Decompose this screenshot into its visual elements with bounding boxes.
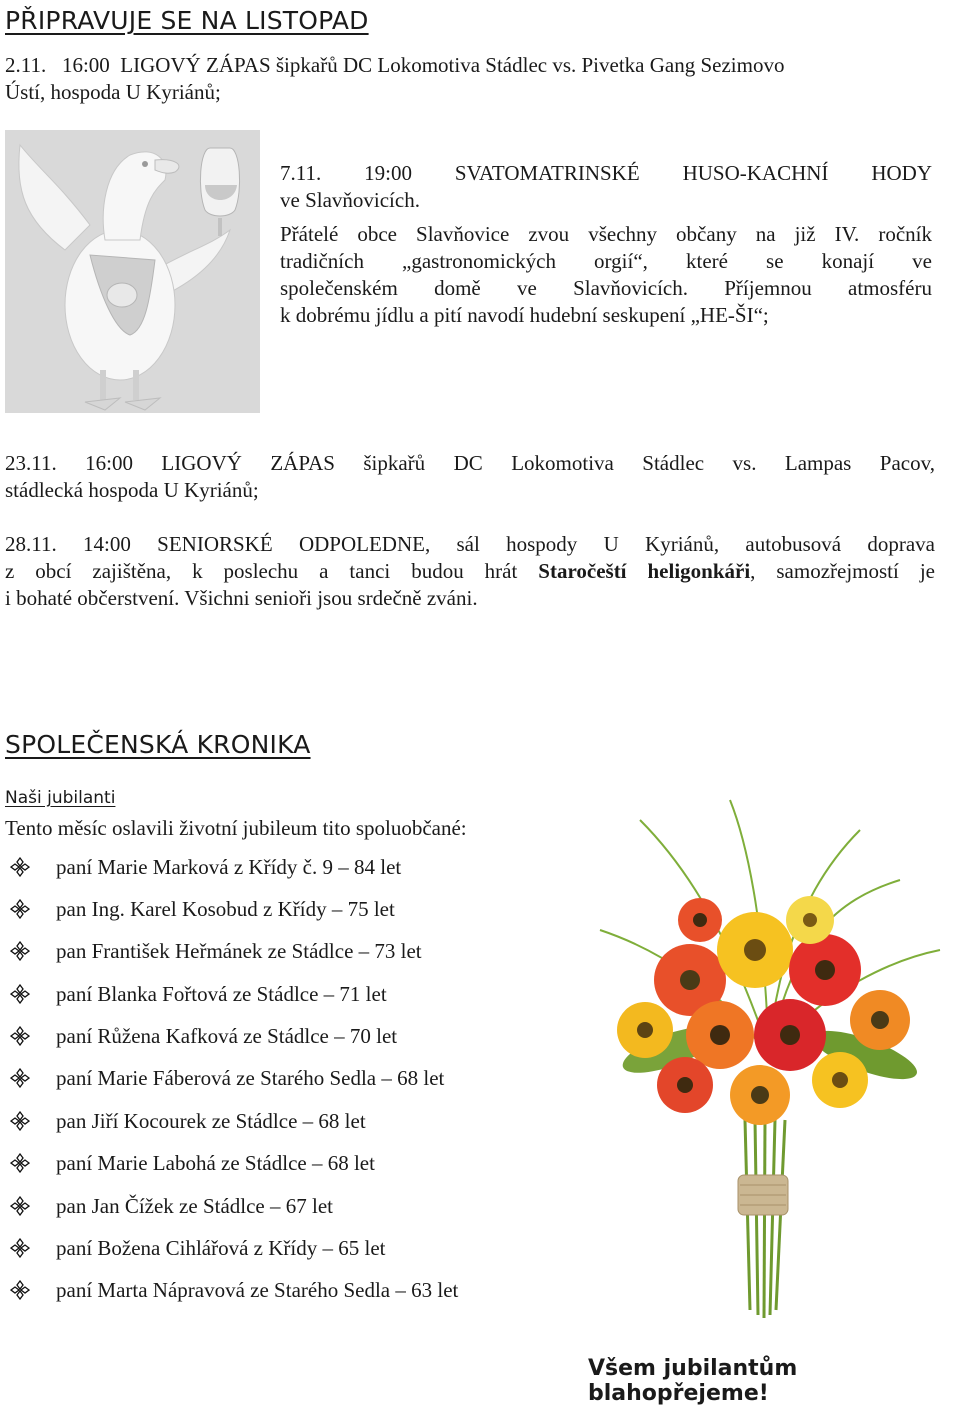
four-diamond-bullet-icon [10, 857, 30, 877]
list-item: pan František Heřmánek ze Stádlce – 73 let [10, 936, 422, 966]
flower-bouquet-image [580, 790, 955, 1350]
goose-with-wine-glass-icon [5, 130, 260, 413]
section-heading-chronicle: SPOLEČENSKÁ KRONIKA [5, 730, 311, 759]
four-diamond-bullet-icon [10, 941, 30, 961]
list-item: paní Marta Nápravová ze Starého Sedla – 63 let [10, 1275, 458, 1305]
list-item: pan Jiří Kocourek ze Stádlce – 68 let [10, 1106, 366, 1136]
event-line: i bohaté občerstvení. Všichni senioři jsou srdečně zváni. [5, 586, 478, 610]
four-diamond-bullet-icon [10, 1238, 30, 1258]
event-line: 28.11. 14:00 SENIORSKÉ ODPOLEDNE, sál hospody U Kyriánů, autobusová doprava [5, 532, 935, 556]
flower-bouquet-icon [580, 790, 955, 1350]
four-diamond-bullet-icon [10, 1026, 30, 1046]
list-item: paní Růžena Kafková ze Stádlce – 70 let [10, 1021, 397, 1051]
four-diamond-bullet-icon [10, 1153, 30, 1173]
event-line: společenském domě ve Slavňovicích. Příjemnou atmosféru [280, 276, 932, 300]
event-goose-feast [280, 160, 932, 329]
event-senior-afternoon [5, 531, 935, 612]
goose-illustration [5, 130, 260, 413]
list-item: paní Marie Fáberová ze Starého Sedla – 68 let [10, 1063, 444, 1093]
event-darts-match-1 [5, 52, 935, 106]
event-line: 2.11. 16:00 LIGOVÝ ZÁPAS šipkařů DC Lokomotiva Stádlec vs. Pivetka Gang Sezimovo [5, 53, 785, 77]
four-diamond-bullet-icon [10, 1111, 30, 1131]
four-diamond-bullet-icon [10, 1068, 30, 1088]
four-diamond-bullet-icon [10, 984, 30, 1004]
section-heading-november: PŘIPRAVUJE SE NA LISTOPAD [5, 6, 369, 35]
event-line: 23.11. 16:00 LIGOVÝ ZÁPAS šipkařů DC Lokomotiva Stádlec vs. Lampas Pacov, [5, 451, 935, 475]
list-item: paní Marie Labohá ze Stádlce – 68 let [10, 1148, 375, 1178]
four-diamond-bullet-icon [10, 1280, 30, 1300]
event-line: k dobrému jídlu a pití navodí hudební seskupení „HE-ŠI“; [280, 303, 769, 327]
band-name: Staročeští heligonkáři [538, 559, 751, 583]
list-item: paní Božena Cihlářová z Křídy – 65 let [10, 1233, 386, 1263]
event-line: 7.11. 19:00 SVATOMATRINSKÉ HUSO-KACHNÍ HODY [280, 161, 932, 185]
four-diamond-bullet-icon [10, 899, 30, 919]
list-item: paní Blanka Fořtová ze Stádlce – 71 let [10, 979, 387, 1009]
congratulations-text: Všem jubilantům blahopřejeme! [588, 1356, 798, 1406]
list-item: pan Ing. Karel Kosobud z Křídy – 75 let [10, 894, 395, 924]
event-line: tradičních „gastronomických orgií“, které se konají ve [280, 249, 932, 273]
event-line: Přátelé obce Slavňovice zvou všechny občany na již IV. ročník [280, 222, 932, 246]
event-line: ve Slavňovicích. [280, 188, 420, 212]
event-darts-match-2 [5, 450, 935, 504]
list-item: paní Marie Marková z Křídy č. 9 – 84 let [10, 852, 401, 882]
event-line: z obcí zajištěna, k poslechu a tanci budou hrát Staročeští heligonkáři, samozřejmostí je [5, 559, 935, 583]
event-line: Ústí, hospoda U Kyriánů; [5, 80, 221, 104]
four-diamond-bullet-icon [10, 1196, 30, 1216]
list-item: pan Jan Čížek ze Stádlce – 67 let [10, 1191, 333, 1221]
event-line: stádlecká hospoda U Kyriánů; [5, 478, 259, 502]
subheading-jubilants: Naši jubilanti [5, 788, 116, 808]
jubilants-intro: Tento měsíc oslavili životní jubileum tito spoluobčané: [5, 816, 467, 840]
